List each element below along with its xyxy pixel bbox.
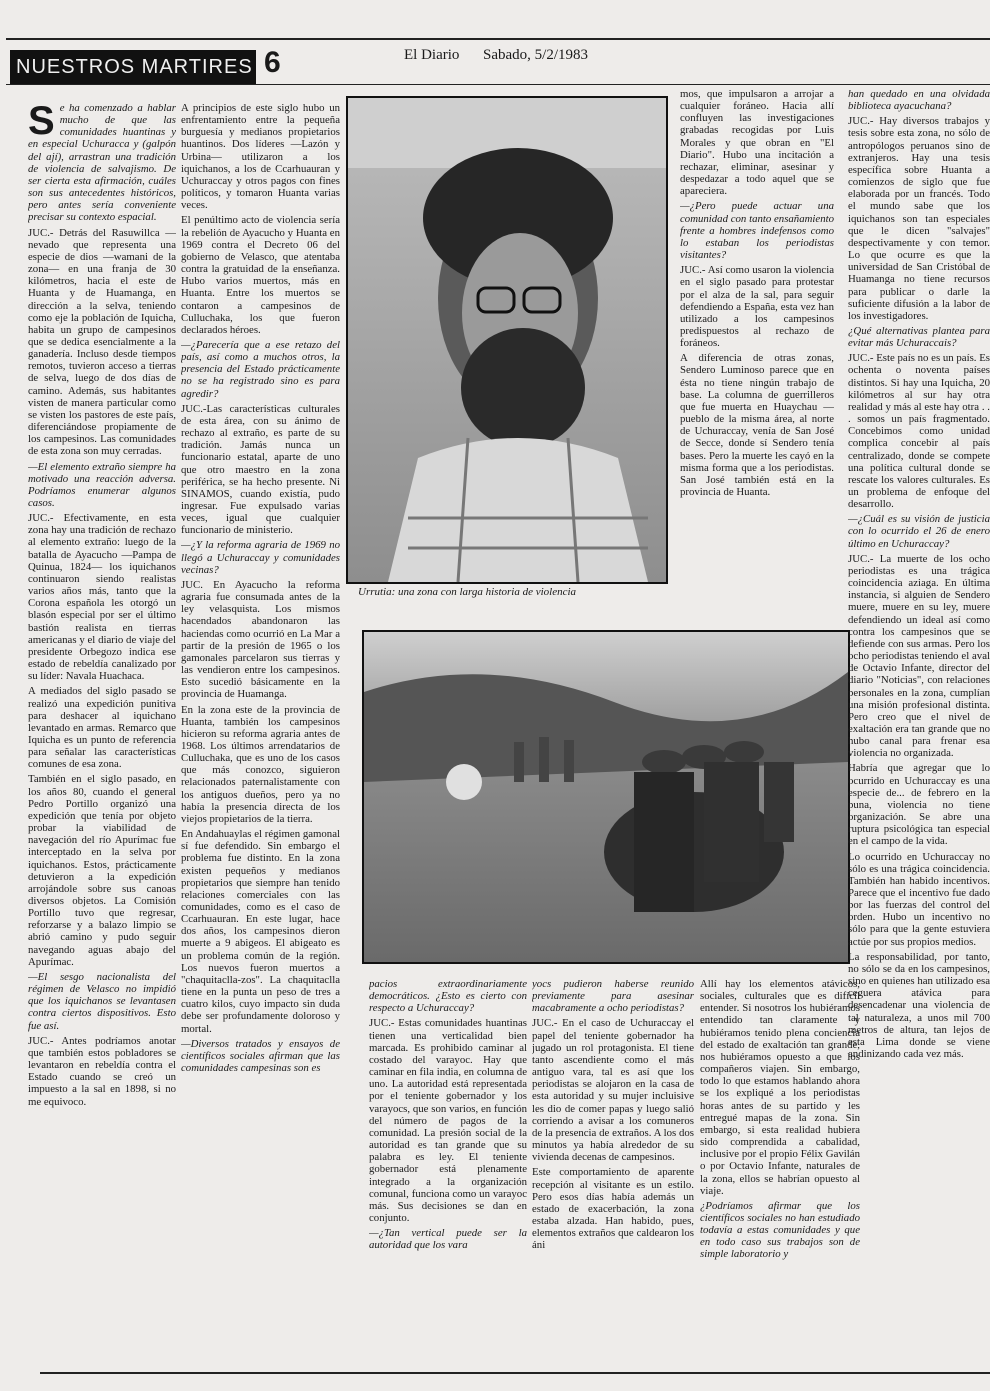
question-paragraph: —¿Y la reforma agraria de 1969 no llegó a Uchuraccay y comunidades vecinas? — [181, 539, 340, 576]
section-title: NUESTROS MARTIRES — [10, 50, 256, 84]
answer-paragraph: Este comportamiento de aparente recepción al visitante es un estilo. Pero esos días había además un estado de exacerbación, la zona estaba alzada. Han habido, pues, elementos extraños que caldearon los áni — [532, 1166, 694, 1252]
answer-paragraph: En Andahuaylas el régimen gamonal sí fue defendido. Sin embargo el problema fue distinto. En la zona existen pequeños y medianos propietarios que siempre han tenido relaciones comerciales con las comunidades, como es el caso de Ccarhuauran. En este lugar, hace dos años, los campesinos dieron muerte a 9 abigeos. El abigeato es un problema común de la región. Los nuevos fueron muertos a "chaquitaclla-zos". La chaquitaclla tiene en la punta un peso de tres a cuatro kilos, cuyo impacto sin duda debe ser profundamente doloroso y mortal. — [181, 828, 340, 1035]
portrait-caption: Urrutia: una zona con larga historia de violencia — [358, 586, 577, 598]
question-paragraph: —El sesgo nacionalista del régimen de Velasco no impidió que los iquichanos se levantasen contra ciertos dispositivos. Esto fue así. — [28, 970, 176, 1032]
answer-paragraph: El penúltimo acto de violencia sería la rebelión de Ayacucho y Huanta en 1969 contra el Decreto 06 del gobierno de Velasco, que atentaba contra la gratuidad de la enseñanza. Hubo varios muertos, más en Huanta. Entre los muertos se contaron a campesinos de Culluchaka, los que fueron declarados héroes. — [181, 214, 340, 336]
question-paragraph: —¿Tan vertical puede ser la autoridad que los vara — [369, 1227, 527, 1252]
question-paragraph: ¿Podríamos afirmar que los científicos sociales no han estudiado todavía a estas comunidades y que en todo caso sus trabajos son de simple laboratorio y — [700, 1199, 860, 1261]
answer-paragraph: JUC.- En el caso de Uchuraccay el papel del teniente gobernador ha jugado un rol protagonista. El tiene tanto ascendiente como el más antiguo vara, tal es así que los periodistas se alojaron en la casa de esta autoridad y su mujer incluisive les dio de comer papas y luego salió corriendo a avisar a los comuneros de la presencia de extraños. A los dos minutos ya había alrededor de su vivienda decenas de campesinos. — [532, 1017, 694, 1164]
page-number: 6 — [264, 46, 281, 79]
question-paragraph: pacios extraordinariamente democráticos. ¿Esto es cierto con respecto a Uchuraccay? — [369, 978, 527, 1015]
question-paragraph: —¿Cuál es su visión de justicia con lo ocurrido el 26 de enero último en Uchuraccay? — [848, 513, 990, 550]
issue-date: Sabado, 5/2/1983 — [483, 47, 588, 63]
answer-paragraph: JUC. En Ayacucho la reforma agraria fue consumada antes de la ley velasquista. Los mismos hacendados abandonaron las haciendas como ocurrió en La Mar a partir de la presión de 1965 o los gamonales parcelaron sus tierras y las vendieron entre los campesinos. Esto sucedió básicamente en la provincia de Huamanga. — [181, 578, 340, 701]
article-column-1 — [28, 102, 176, 1364]
answer-paragraph: JUC.-Las características culturales de esta área, con su ánimo de rechazo al extraño, es parte de su tradición. Jamás nunca un funcionario estatal, aparte de uno que otro maestro en la zona periférica, se ha hecho presente. Ni SINAMOS, cuando existía, pudo ingresar. Fue expulsado varias veces, igual que cualquier funcionario de ministerio. — [181, 402, 340, 537]
bottom-rule — [40, 1372, 990, 1374]
article-column-3c — [680, 88, 834, 614]
article-column-4 — [700, 978, 860, 1354]
question-paragraph: —El elemento extraño siempre ha motivado una reacción adversa. Podríamos enumerar algunos casos. — [28, 460, 176, 509]
crowd-photo — [362, 630, 850, 964]
answer-paragraph: JUC.- Hay diversos trabajos y tesis sobre esta zona, no sólo de antropólogos peruanos sino de extranjeros. Hay una tesis específica sobre Huanta a comienzos de siglo que fue elaborada por un francés. Todo el mundo sabe que los iquichanos son tan especiales que le dicen "salvajes" despectivamente y con temor. Lo que ocurre es que la universidad de San Cristóbal de Huamanga no tiene recursos para publicar o darle la suficiente difusión a la labor de los investigadores. — [848, 115, 990, 322]
crowd-image — [364, 632, 848, 962]
answer-paragraph: JUC.- Detrás del Rasuwillca —nevado que representa una especie de dios —wamani de la zona— en una franja de 30 kilómetros, hacia el este de Huanta y de Huamanga, en dirección a la selva, teniendo como eje la población de Iquicha, habita un grupo de campesinos que se dedica esencialmente a la ganadería. Incluso desde tiempos remotos, tuvieron acceso a tierras de selva, luego de dos días de camino. Además, sus habitantes visten de manera particular como se visten los pastores de este país, diferenciándose propiamente de los campesinos. Las comunidades de esta zona son muy cerradas. — [28, 226, 176, 458]
question-paragraph: han quedado en una olvidada biblioteca ayacuchana? — [848, 88, 990, 113]
answer-paragraph: JUC.- Este país no es un país. Es ochenta o noventa países distintos. Si hay una Iquicha, 20 kilómetros al sur hay otra realidad y más al este hay otra . . . somos un país fragmentado. Concebimos como unidad complica concebir al país centralizado, donde se compete una política cultural donde se rescate los valores culturales. Es un problema de enfoque del desarrollo. — [848, 352, 990, 511]
answer-paragraph: Allí hay los elementos atávicos, sociales, culturales que es difícil entender. Si nosotros los hubiéramos entendido tan claramente y hubiéramos tenido plena conciencia del estado de exaltación tan grande, nos hubiéramos opuesto a que los compañeros viajen. Sin embargo, todo lo que estamos hablando ahora se los expliqué a los periodistas horas antes de su partido y les entregué mapas de la zona. Sin embargo, si esta realidad hubiera sido comprendida a cabalidad, inclusive por el propio Félix Gavilán o por Octavio Infante, naturales de la zona, ellos se habrían opuesto al viaje. — [700, 978, 860, 1197]
article-column-5 — [848, 88, 990, 1354]
newspaper-name: El Diario — [404, 47, 460, 63]
answer-paragraph: La responsabilidad, por tanto, no sólo se da en los campesinos, sino en quienes han utilizado esa ceguera atávica para desencadenar una violencia de tal naturaleza, a unos mil 700 metros de altura, tan lejos de esta Lima donde se viene andinizando cada vez más. — [848, 950, 990, 1061]
question-paragraph: —¿Parecería que a ese retazo del país, así como a muchos otros, la presencia del Estado prácticamente no se ha registrado sino es para agredir? — [181, 338, 340, 400]
header-rule — [6, 84, 990, 85]
article-column-2 — [181, 102, 340, 1364]
answer-paragraph: JUC.- Estas comunidades huantinas tienen una verticalidad bien marcada. Es prohibido caminar al costado del varayoc. Hay que caminar en fila india, en columna de uno. La autoridad está representada por el teniente gobernador y los varayocs, que son varios, en función del número de pagos de la comunidad. La presión social de la autoridad es tan grande que su palabra es ley. El teniente gobernador está plenamente integrado a la organización comunal, funciona como un varayoc más. Sus decisiones se dan en conjunto. — [369, 1017, 527, 1224]
answer-paragraph: A principios de este siglo hubo un enfrentamiento entre la pequeña burguesía y medianos propietarios huantinos. Dos líderes —Lazón y Urbina— utilizaron a los iquichanos, a los de Ccarhuauran y Uchuraccay y otros pagos con fines políticos, y tomaron Huanta varias veces. — [181, 102, 340, 212]
drop-cap: S — [28, 102, 55, 143]
question-paragraph: e ha comenzado a hablar mucho de que las comunidades huantinas y en especial Uchuracca y (galpón del ají), arrastran una tradición de violencia de salvajismo. De ser cierta esta afirmación, cuáles son sus antecedentes históricos, pero antes sería conveniente precisar su contexto espacial. — [28, 102, 176, 224]
answer-paragraph: También en el siglo pasado, en los años 80, cuando el general Pedro Portillo organizó una expedición que tenía por objeto probar la viabilidad de navegación del río Apurímac fue interceptado en la selva por iquichanos. Estos, prácticamente detuvieron a la expedición arrojándole sobre sus canoas diversos objetos. La Comisión Portillo tuvo que regresar, reforzarse y a balazo limpio se abrió camino y pudo seguir navegando aguas abajo del Apurímac. — [28, 773, 176, 968]
answer-paragraph: JUC.- La muerte de los ocho periodistas es una trágica coincidencia aziaga. En última instancia, si alguien de Sendero muere, muere en su ley, muere defendiendo un ideal así como contra los campesinos que se defiende con sus armas. Pero los ocho periodistas teniendo el aval de Octavio Infante, director del diario "Noticias", con relaciones personales en la zona, cumplían una misión profesional distinta. Pero creo que el nivel de exaltación era tan grande que no hubo canal para frenar esa violencia no organizada. — [848, 552, 990, 760]
answer-paragraph: Lo ocurrido en Uchuraccay no sólo es una trágica coincidencia. También han habido incentivos. Parece que el incentivo fue dado por las fuerzas del control del orden. Hubo un incentivo no sólo para que la gente estuviera actúe por sus propios medios. — [848, 850, 990, 948]
portrait-photo — [346, 96, 668, 584]
answer-paragraph: A mediados del siglo pasado se realizó una expedición punitiva para deshacer al iquichano levantado en armas. Remarco que Iquicha es un punto de referencia para señalar las características comunes de esa zona. — [28, 685, 176, 771]
question-paragraph: ¿Qué alternativas plantea para evitar más Uchuraccais? — [848, 324, 990, 350]
answer-paragraph: mos, que impulsaron a arrojar a cualquier foráneo. Hacia allí confluyen las investigaciones grabadas recogidas por Luis Morales y que obran en "El Diario". Hubo una incitación a rechazar, eliminar, asesinar y despedazar a todo aquel que se apareciera. — [680, 88, 834, 198]
question-paragraph: yocs pudieron haberse reunido previamente para asesinar macabramente a ocho periodistas? — [532, 978, 694, 1015]
answer-paragraph: JUC.- Efectivamente, en esta zona hay una tradición de rechazo al elemento extraño: luego de la batalla de Ayacucho —Pampa de Quinua, 1824— los iquichanos continuaron siendo realistas varios años más, tanto que la Corona española les otorgó un blasón especial por ser el último bastión realista en tierras americanas y el diario de viaje del presidente Orbegozo indica ese estado de rebeldía canalizado por su líder: Navala Huachaca. — [28, 512, 176, 683]
answer-paragraph: En la zona este de la provincia de Huanta, también los campesinos hicieron su reforma agraria antes de 1968. Los últimos arrendatarios de Culluchaka, que es uno de los casos que más conozco, siguieron relacionados paternalistamente con los antiguos dueños, pero ya no había la presencia directa de los viejos propietarios de la tierra. — [181, 703, 340, 825]
article-column-3b — [532, 978, 694, 1354]
answer-paragraph: Habría que agregar que lo ocurrido en Uchuraccay es una especie de... de febrero en la puna, violencia no tiene organización. Se abre una ruptura psicológica tan especial en el campo de la vida. — [848, 762, 990, 848]
question-paragraph: —Diversos tratados y ensayos de científicos sociales afirman que las comunidades campesinas son es — [181, 1037, 340, 1075]
question-paragraph: —¿Pero puede actuar una comunidad con tanto ensañamiento frente a hombres indefensos como lo estaban los periodistas visitantes? — [680, 200, 834, 262]
answer-paragraph: A diferencia de otras zonas, Sendero Luminoso parece que en ésta no tiene ningún trabajo de base. La columna de guerrilleros que fue muerta en Huaychau —pueblo de la misma área, al norte de Uchuraccay, venía de San José de Secce, donde sí Sendero tenía bases. Pero la muerte les cayó en la misma forma que a los periodistas. San José también está en la provincia de Huanta. — [680, 352, 834, 498]
answer-paragraph: JUC.- Antes podríamos anotar que también estos pobladores se levantaron en rebeldía contra el Estado cuando se creó un impuesto a la sal en 1898, si no me equivoco. — [28, 1034, 176, 1108]
portrait-image — [348, 98, 666, 582]
article-column-3a — [369, 978, 527, 1354]
answer-paragraph: JUC.- Así como usaron la violencia en el siglo pasado para protestar por el alza de la sal, para seguir defendiendo a España, esta vez han utilizado a los campesinos predispuestos al rechazo de foráneos. — [680, 264, 834, 350]
top-rule — [6, 38, 990, 40]
